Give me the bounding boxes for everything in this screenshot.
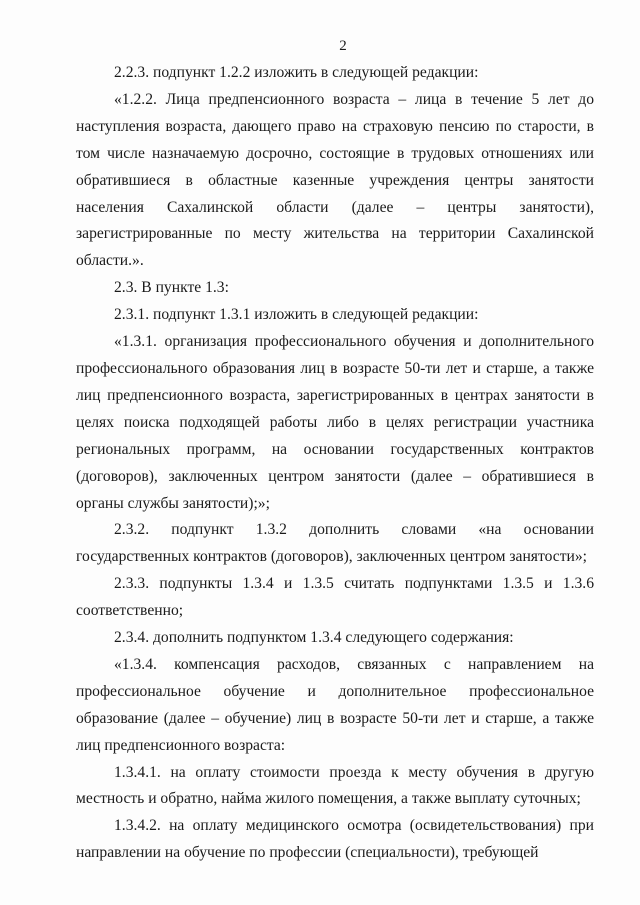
page-number: 2 [339,38,347,54]
paragraph-1-3-4-1: 1.3.4.1. на оплату стоимости проезда к месту обучения в другую местность и обратно, найма жилого помещения, а также выплату суточных; [76,763,594,808]
paragraph-2-3-4: 2.3.4. дополнить подпунктом 1.3.4 следующего содержания: [114,629,514,647]
paragraph-1-3-1-quote: «1.3.1. организация профессионального обучения и дополнительного профессионального образования лиц в возрасте 50-ти лет и старше, а также лиц предпенсионного возраста, зарегистрированных в центрах занятости в целях поиска подходящей работы либо в целях регистрации участника региональных программ, на основании государственных контрактов (договоров), заключенных центром занятости (далее – обратившиеся в органы службы занятости);»; [76,333,594,512]
paragraph-2-3-3: 2.3.3. подпункты 1.3.4 и 1.3.5 считать подпунктами 1.3.5 и 1.3.6 соответственно; [76,575,594,620]
paragraph-1-3-4-quote: «1.3.4. компенсация расходов, связанных с направлением на профессиональное обучение и дополнительное профессиональное образование (далее – обучение) лиц в возрасте 50-ти лет и старше, а также лиц предпенсионного возраста: [76,655,594,754]
paragraph-2-2-3: 2.2.3. подпункт 1.2.2 изложить в следующей редакции: [114,64,479,81]
paragraph-1-2-2-quote: «1.2.2. Лица предпенсионного возраста – лица в течение 5 лет до наступления возраста, дающего право на страховую пенсию по старости, в том числе назначаемую досрочно, состоящие в трудовых отношениях или обратившиеся в областные казенные учреждения центры занятости населения Сахалинской области (далее – центры занятости), зарегистрированные по месту жительства на территории Сахалинской области.». [76,90,594,270]
paragraph-2-3: 2.3. В пункте 1.3: [114,279,229,297]
document-body [76,60,594,867]
paragraph-2-3-2: 2.3.2. подпункт 1.3.2 дополнить словами «на основании государственных контрактов (договоров), заключенных центром занятости»; [76,521,594,566]
paragraph-1-3-4-2: 1.3.4.2. на оплату медицинского осмотра (освидетельствования) при направлении на обучение по профессии (специальности), требующей [76,817,594,862]
paragraph-2-3-1: 2.3.1. подпункт 1.3.1 изложить в следующей редакции: [114,306,479,324]
